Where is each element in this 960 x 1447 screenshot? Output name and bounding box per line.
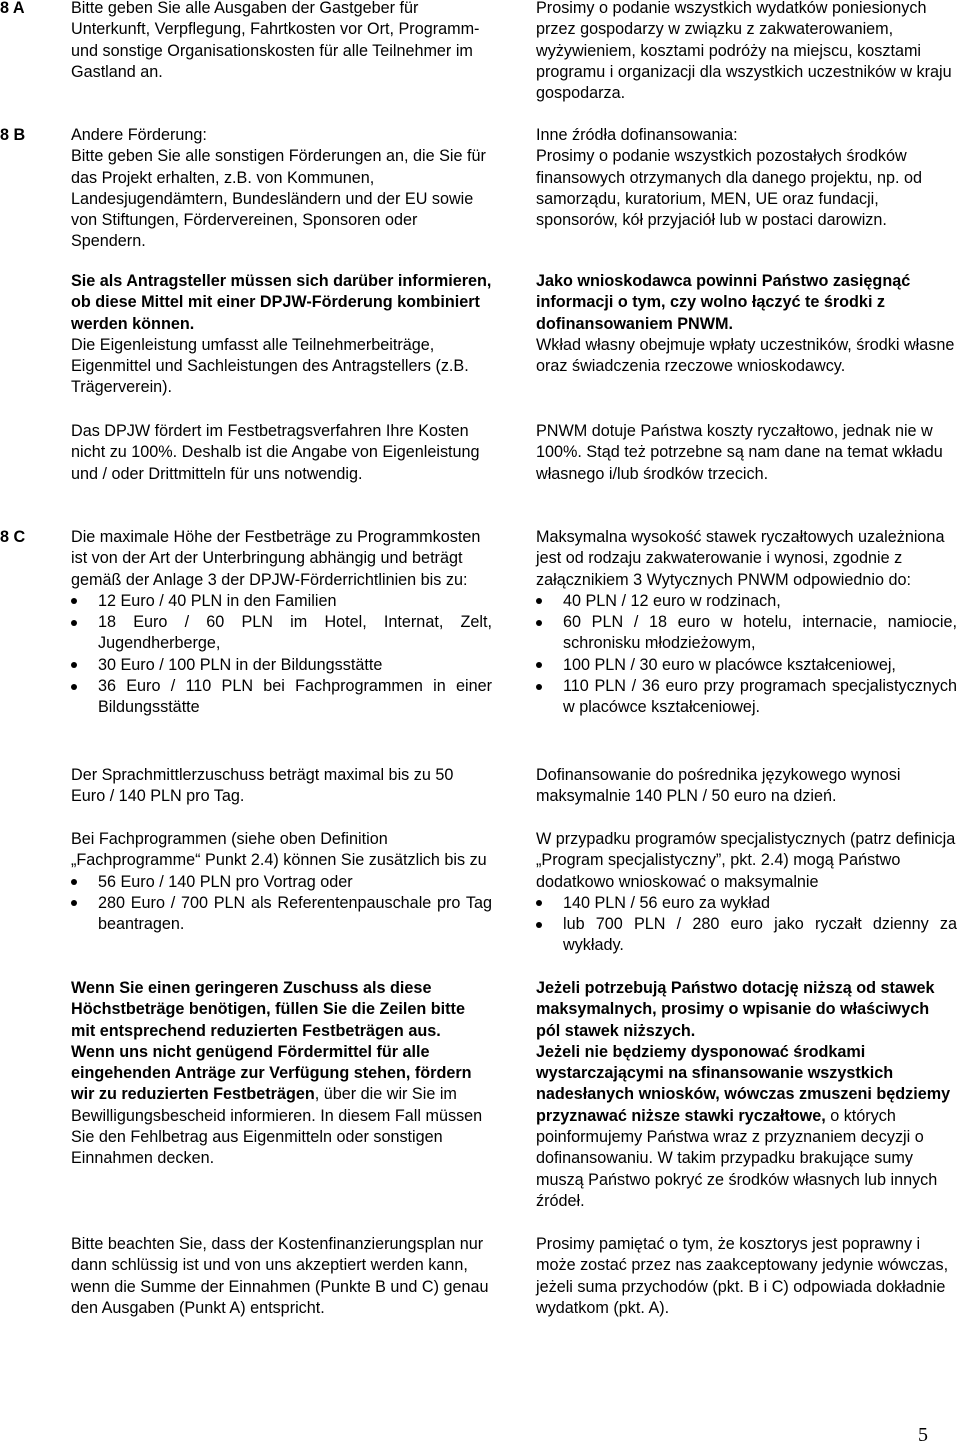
list-item: 280 Euro / 700 PLN als Referentenpauschale pro Tag beantragen. xyxy=(71,893,492,936)
section-8c-german-intro: Die maximale Höhe der Festbeträge zu Programmkosten ist von der Art der Unterbringung abhängig und beträgt gemäß der Anlage 3 der DPJW-Förderrichtlinien bis zu: xyxy=(71,528,481,589)
section-label-8a: 8 A xyxy=(0,0,25,17)
bullet-icon xyxy=(71,684,77,690)
section-8c-german-special-list xyxy=(71,872,492,936)
section-8c-german-interpreter: Der Sprachmittlerzuschuss beträgt maximal bis zu 50 Euro / 140 PLN pro Tag. xyxy=(71,766,454,806)
list-item: 40 PLN / 12 euro w rodzinach, xyxy=(536,591,957,612)
section-8c-german-rates-block xyxy=(71,527,492,719)
section-8b-german-intro: Bitte geben Sie alle sonstigen Förderungen an, die Sie für das Projekt erhalten, z.B. von Kommunen, Landesjugendämtern, Bundesländern und der EU sowie von Stiftungen, Fördervereinen, Sponsoren oder Spendern. xyxy=(71,147,486,251)
list-item: 12 Euro / 40 PLN in den Familien xyxy=(71,591,492,612)
section-8b-german-own-contribution: Die Eigenleistung umfasst alle Teilnehmerbeiträge, Eigenmittel und Sachleistungen des Antragstellers (z.B. Trägerverein). xyxy=(71,335,469,397)
section-8c-german-final-note: Bitte beachten Sie, dass der Kostenfinanzierungsplan nur dann schlüssig ist und von uns akzeptiert werden kann, wenn die Summe der Einnahmen (Punkte B und C) genau den Ausgaben (Punkt A) entspricht. xyxy=(71,1235,489,1317)
section-8c-polish-interpreter: Dofinansowanie do pośrednika językowego wynosi maksymalnie 140 PLN / 50 euro na dzień. xyxy=(536,766,901,806)
list-item: 18 Euro / 60 PLN im Hotel, Internat, Zelt, Jugendherberge, xyxy=(71,612,492,655)
section-8c-german-interpreter-block xyxy=(71,765,492,808)
list-item: 100 PLN / 30 euro w placówce kształceniowej, xyxy=(536,655,957,676)
section-8c-polish-special-list xyxy=(536,893,957,957)
section-8c-polish-intro: Maksymalna wysokość stawek ryczałtowych uzależniona jest od rodzaju zakwaterowanie i wynosi, zgodnie z załącznikiem 3 Wytycznych PNWM odpowiednio do: xyxy=(536,528,945,589)
section-8b-german xyxy=(71,125,492,253)
section-8a-polish-text: Prosimy o podanie wszystkich wydatków poniesionych przez gospodarzy w związku z zakwaterowaniem, wyżywieniem, kosztami podróży na miejscu, kosztami programu i organizacji dla wszystkich uczestników w kraju gospodarza. xyxy=(536,0,952,103)
section-8c-polish-special-intro: W przypadku programów specjalistycznych (patrz definicja „Program specjalistyczny”, pkt. 2.4) mogą Państwo dodatkowo wnioskować o maksymalnie xyxy=(536,830,956,891)
section-8c-polish-warning-block xyxy=(536,978,957,1212)
section-8b-polish-fixed-amount: PNWM dotuje Państwa koszty ryczałtowo, jednak nie w 100%. Stąd też potrzebne są nam dane na temat wkładu własnego i/lub środków trzecich. xyxy=(536,422,943,483)
section-8c-german-special-intro: Bei Fachprogrammen (siehe oben Definition „Fachprogramme“ Punkt 2.4) können Sie zusätzlich bis zu xyxy=(71,830,487,870)
section-8b-polish-notice: Jako wnioskodawca powinni Państwo zasięgnąć informacji o tym, czy wolno łączyć te środki z dofinansowaniem PNWM. xyxy=(536,272,911,333)
list-item: 30 Euro / 100 PLN in der Bildungsstätte xyxy=(71,655,492,676)
section-8b-polish-intro: Prosimy o podanie wszystkich pozostałych środków finansowych otrzymanych dla danego projektu, np. od samorządu, kuratorium, MEN, UE oraz fundacji, sponsorów, kół przyjaciół lub w postaci darowizn. xyxy=(536,147,923,230)
bullet-icon xyxy=(71,598,77,604)
section-8c-german-warning-block xyxy=(71,978,492,1170)
list-item: 60 PLN / 18 euro w hotelu, internacie, namiocie, schronisku młodzieżowym, xyxy=(536,612,957,655)
section-8b-polish-notice-block xyxy=(536,271,957,377)
section-8c-polish-warning-insufficient-funds: Jeżeli nie będziemy dysponować środkami wystarczającymi na sfinansowanie wszystkich nadesłanych wniosków, wówczas zmuszeni będziemy przyznawać niższe stawki ryczałtowe, o których poinformujemy Państwa wraz z przyznaniem decyzji o dofinansowaniu. W takim przypadku brakujące sumy muszą Państwo pokryć ze środków własnych lub innych źródeł. xyxy=(536,1042,951,1210)
list-item: 110 PLN / 36 euro przy programach specjalistycznych w placówce kształceniowej. xyxy=(536,676,957,719)
bullet-icon xyxy=(536,598,542,604)
section-8a-german-text: Bitte geben Sie alle Ausgaben der Gastgeber für Unterkunft, Verpflegung, Fahrtkosten vor Ort, Programm- und sonstige Organisationskosten für alle Teilnehmer im Gastland an. xyxy=(71,0,480,81)
section-8c-german-rates-list xyxy=(71,591,492,719)
section-8b-german-notice: Sie als Antragsteller müssen sich darüber informieren, ob diese Mittel mit einer DPJW-Förderung kombiniert werden können. xyxy=(71,272,492,333)
section-8a-polish xyxy=(536,0,957,104)
list-item: lub 700 PLN / 280 euro jako ryczałt dzienny za wykłady. xyxy=(536,914,957,957)
section-8c-german-final-block xyxy=(71,1234,492,1319)
section-8b-polish-own-contribution: Wkład własny obejmuje wpłaty uczestników, środki własne oraz świadczenia rzeczowe wnioskodawcy. xyxy=(536,335,955,376)
list-item: 56 Euro / 140 PLN pro Vortrag oder xyxy=(71,872,492,893)
section-8c-polish-rates-block xyxy=(536,527,957,719)
bullet-icon xyxy=(536,922,542,928)
section-8c-polish-warning-lower-amounts: Jeżeli potrzebują Państwo dotację niższą od stawek maksymalnych, prosimy o wpisanie do właściwych pól stawek niższych. xyxy=(536,979,935,1040)
bullet-icon xyxy=(536,620,542,626)
section-8b-polish xyxy=(536,125,957,231)
section-8c-polish-final-block xyxy=(536,1234,957,1319)
list-item: 140 PLN / 56 euro za wykład xyxy=(536,893,957,914)
bullet-icon xyxy=(71,620,77,626)
bullet-icon xyxy=(71,900,77,906)
page-number: 5 xyxy=(918,1424,928,1446)
bullet-icon xyxy=(71,879,77,885)
section-8c-german-special-block xyxy=(71,829,492,935)
bullet-icon xyxy=(536,684,542,690)
section-label-8c: 8 C xyxy=(0,528,26,546)
section-8a-german xyxy=(71,0,492,83)
section-8c-german-warning-lower-amounts: Wenn Sie einen geringeren Zuschuss als diese Höchstbeträge benötigen, füllen Sie die Zeilen bitte mit entsprechend reduzierten Festbeträgen aus. xyxy=(71,979,465,1040)
bullet-icon xyxy=(71,662,77,668)
section-8c-polish-interpreter-block xyxy=(536,765,957,808)
section-label-8b: 8 B xyxy=(0,126,26,144)
bullet-icon xyxy=(536,900,542,906)
bullet-icon xyxy=(536,662,542,668)
section-8b-polish-title: Inne źródła dofinansowania: xyxy=(536,126,738,144)
list-item: 36 Euro / 110 PLN bei Fachprogrammen in einer Bildungsstätte xyxy=(71,676,492,719)
section-8c-polish-special-block xyxy=(536,829,957,957)
section-8c-polish-final-note: Prosimy pamiętać o tym, że kosztorys jest poprawny i może zostać przez nas zaakceptowany jedynie wówczas, jeżeli suma przychodów (pkt. B i C) odpowiada dokładnie wydatkom (pkt. A). xyxy=(536,1235,949,1317)
section-8b-german-title: Andere Förderung: xyxy=(71,126,207,144)
section-8b-polish-fixed-amount-block xyxy=(536,421,957,485)
section-8c-german-warning-insufficient-funds: Wenn uns nicht genügend Fördermittel für alle eingehenden Anträge zur Verfügung stehen, fördern wir zu reduzierten Festbeträgen, über die wir Sie im Bewilligungsbescheid informieren. In diesem Fall müssen Sie den Fehlbetrag aus Eigenmitteln oder sonstigen Einnahmen decken. xyxy=(71,1042,483,1168)
section-8c-polish-rates-list xyxy=(536,591,957,719)
section-8b-german-fixed-amount-block xyxy=(71,421,492,485)
section-8b-german-fixed-amount: Das DPJW fördert im Festbetragsverfahren Ihre Kosten nicht zu 100%. Deshalb ist die Angabe von Eigenleistung und / oder Drittmitteln für uns notwendig. xyxy=(71,422,480,483)
section-8b-german-notice-block xyxy=(71,271,492,399)
